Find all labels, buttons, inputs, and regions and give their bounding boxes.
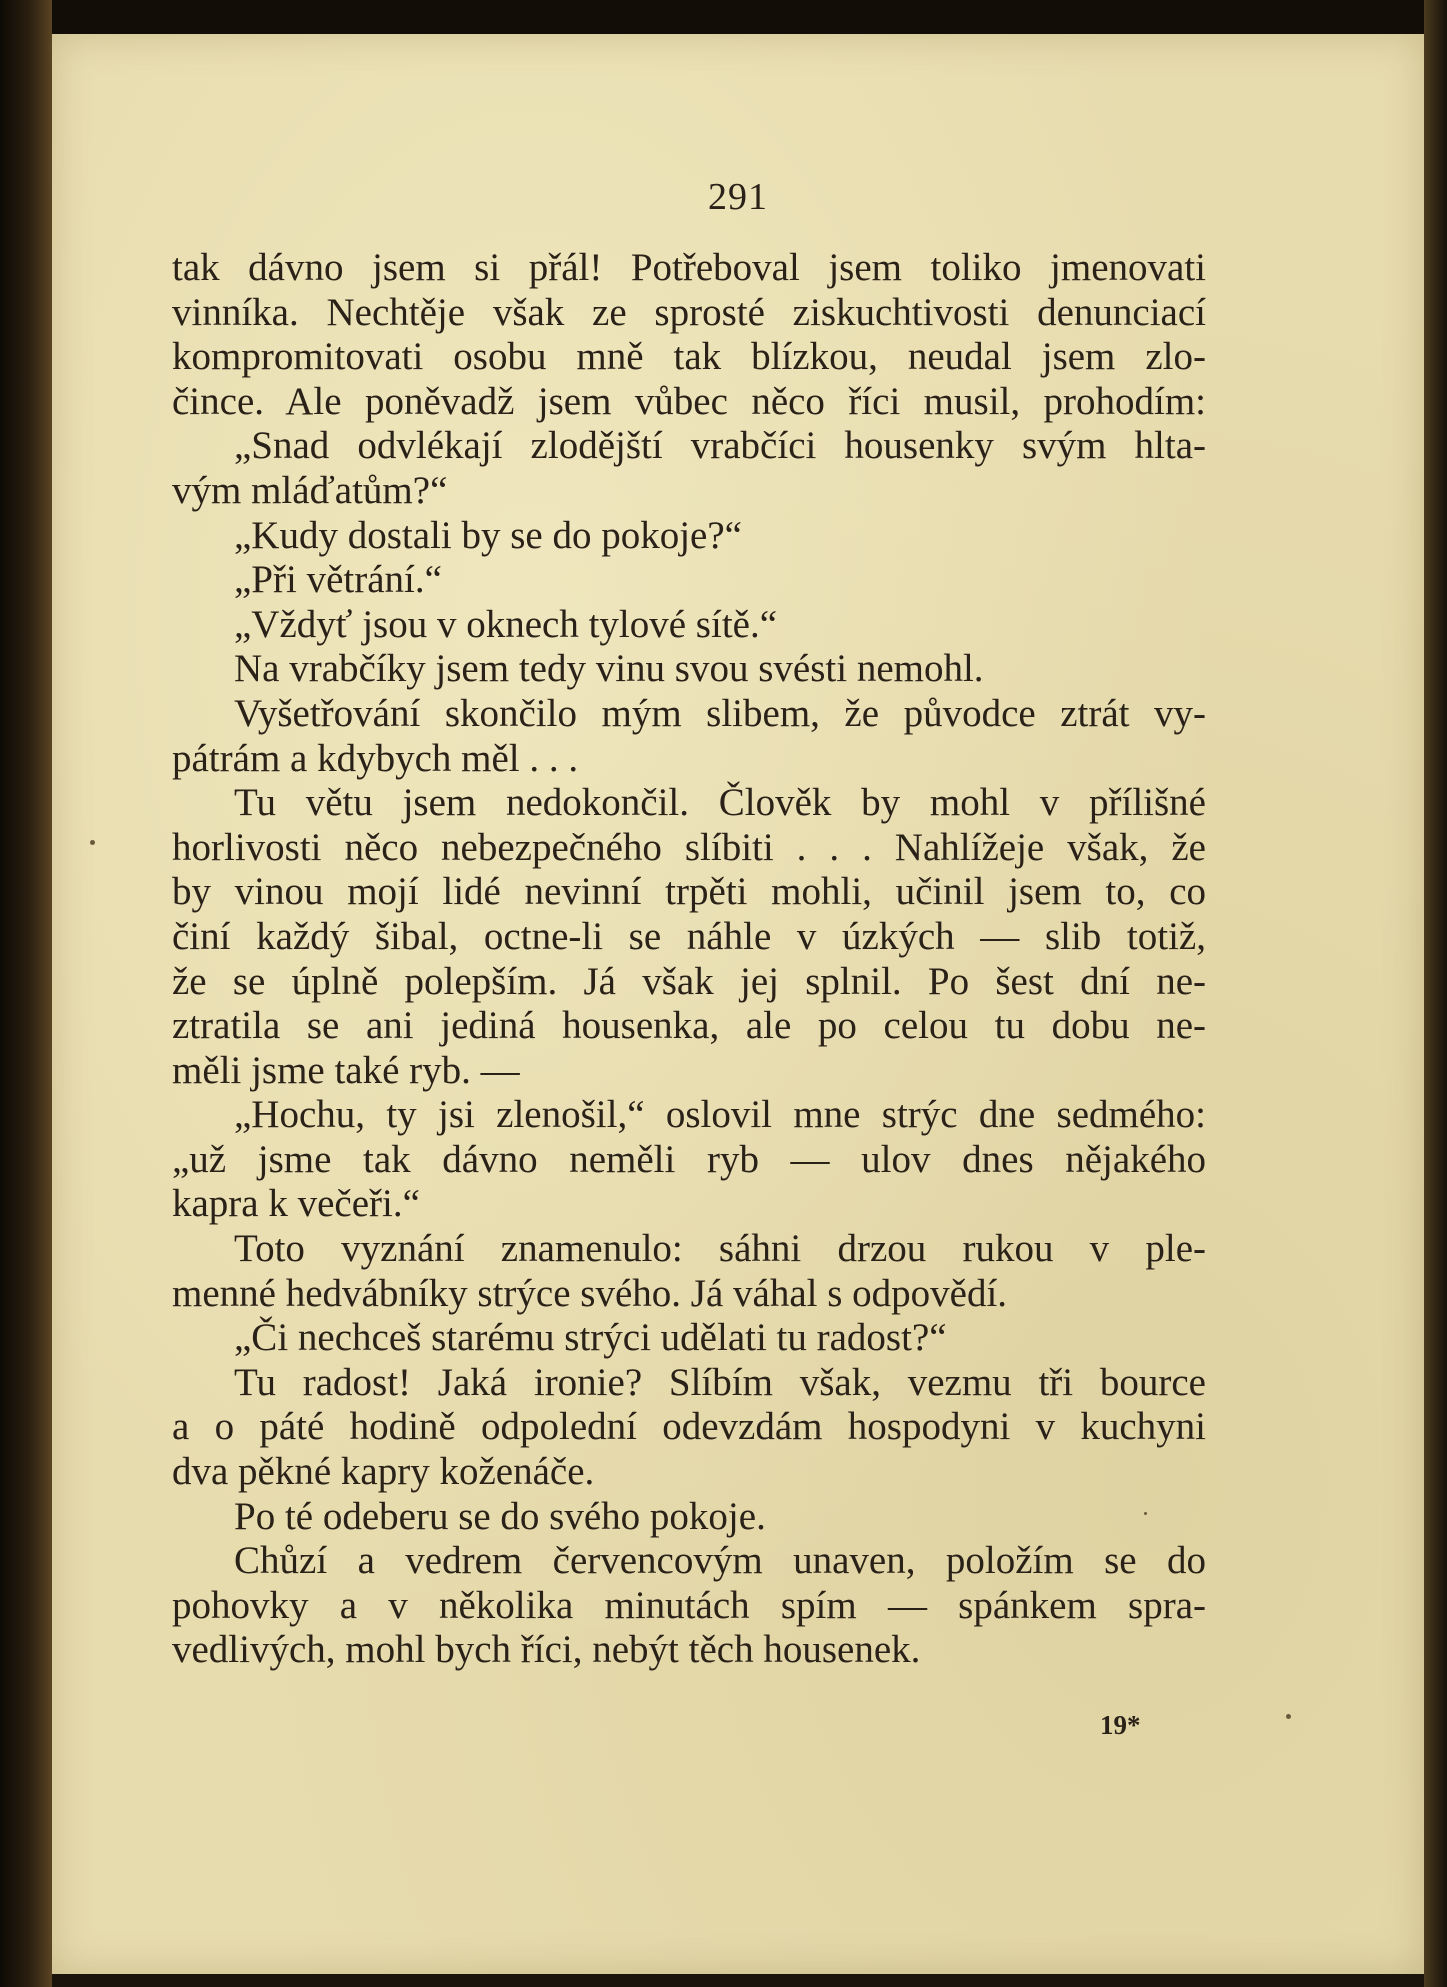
scan-top-edge xyxy=(0,0,1447,34)
text-line: činí každý šibal, octne-li se náhle v úzkých — slib totiž, xyxy=(172,914,1206,958)
text-line: Tu větu jsem nedokončil. Člověk by mohl v přílišné xyxy=(234,781,1206,825)
scan-right-edge xyxy=(1424,0,1447,1987)
text-line: „už jsme tak dávno neměli ryb — ulov dnes nějakého xyxy=(172,1137,1206,1181)
text-line: pátrám a kdybych měl . . . xyxy=(172,736,579,780)
text-line: pohovky a v několika minutách spím — spánkem spra- xyxy=(172,1583,1206,1627)
text-line: měli jsme také ryb. — xyxy=(172,1048,520,1092)
text-line: dva pěkné kapry koženáče. xyxy=(172,1450,595,1494)
text-line: Tu radost! Jaká ironie? Slíbím však, vezmu tři bource xyxy=(234,1360,1206,1404)
text-line: „Hochu, ty jsi zlenošil,“ oslovil mne strýc dne sedmého: xyxy=(234,1093,1206,1137)
text-line: Chůzí a vedrem červencovým unaven, položím se do xyxy=(234,1539,1206,1583)
signature-mark: 19* xyxy=(1100,1710,1141,1740)
text-line: vinníka. Nechtěje však ze sprosté ziskuchtivosti denunciací xyxy=(172,290,1206,334)
book-binding xyxy=(0,0,52,1987)
text-line: Vyšetřování skončilo mým slibem, že původce ztrát vy- xyxy=(234,691,1206,735)
text-line: ztratila se ani jediná housenka, ale po celou tu dobu ne- xyxy=(172,1004,1206,1048)
text-line: Toto vyznání znamenulo: sáhni drzou rukou v ple- xyxy=(234,1227,1206,1271)
text-line: „Či nechceš starému strýci udělati tu radost?“ xyxy=(234,1316,947,1360)
text-line: vedlivých, mohl bych říci, nebýt těch housenek. xyxy=(172,1628,921,1672)
text-line: kompromitovati osobu mně tak blízkou, neudal jsem zlo- xyxy=(172,335,1206,379)
text-line: horlivosti něco nebezpečného slíbiti . . . Nahlížeje však, že xyxy=(172,825,1206,869)
text-line: „Vždyť jsou v oknech tylové sítě.“ xyxy=(234,602,778,646)
text-line: kapra k večeři.“ xyxy=(172,1182,420,1226)
text-line: čince. Ale poněvadž jsem vůbec něco říci musil, prohodím: xyxy=(172,379,1206,423)
text-line: „Kudy dostali by se do pokoje?“ xyxy=(234,513,742,557)
text-line: že se úplně polepším. Já však jej splnil. Po šest dní ne- xyxy=(172,959,1206,1003)
text-line: tak dávno jsem si přál! Potřeboval jsem toliko jmenovati xyxy=(172,246,1206,289)
text-line: a o páté hodině odpolední odevzdám hospodyni v kuchyni xyxy=(172,1405,1206,1449)
paper-speck xyxy=(1286,1714,1291,1719)
text-line: menné hedvábníky strýce svého. Já váhal s odpovědí. xyxy=(172,1271,1008,1315)
paper-speck xyxy=(1144,1512,1147,1515)
book-page xyxy=(52,34,1424,1974)
text-line: „Při větrání.“ xyxy=(234,558,442,602)
text-line: by vinou mojí lidé nevinní trpěti mohli, učinil jsem to, co xyxy=(172,870,1206,914)
text-line: Na vrabčíky jsem tedy vinu svou svésti nemohl. xyxy=(234,647,984,691)
text-line: Po té odeberu se do svého pokoje. xyxy=(234,1494,766,1538)
text-line: „Snad odvlékají zlodějští vrabčíci housenky svým hlta- xyxy=(234,424,1206,468)
body-text xyxy=(172,246,1206,1673)
page-number: 291 xyxy=(708,176,768,218)
paper-speck xyxy=(90,840,95,845)
text-line: vým mláďatům?“ xyxy=(172,468,448,512)
